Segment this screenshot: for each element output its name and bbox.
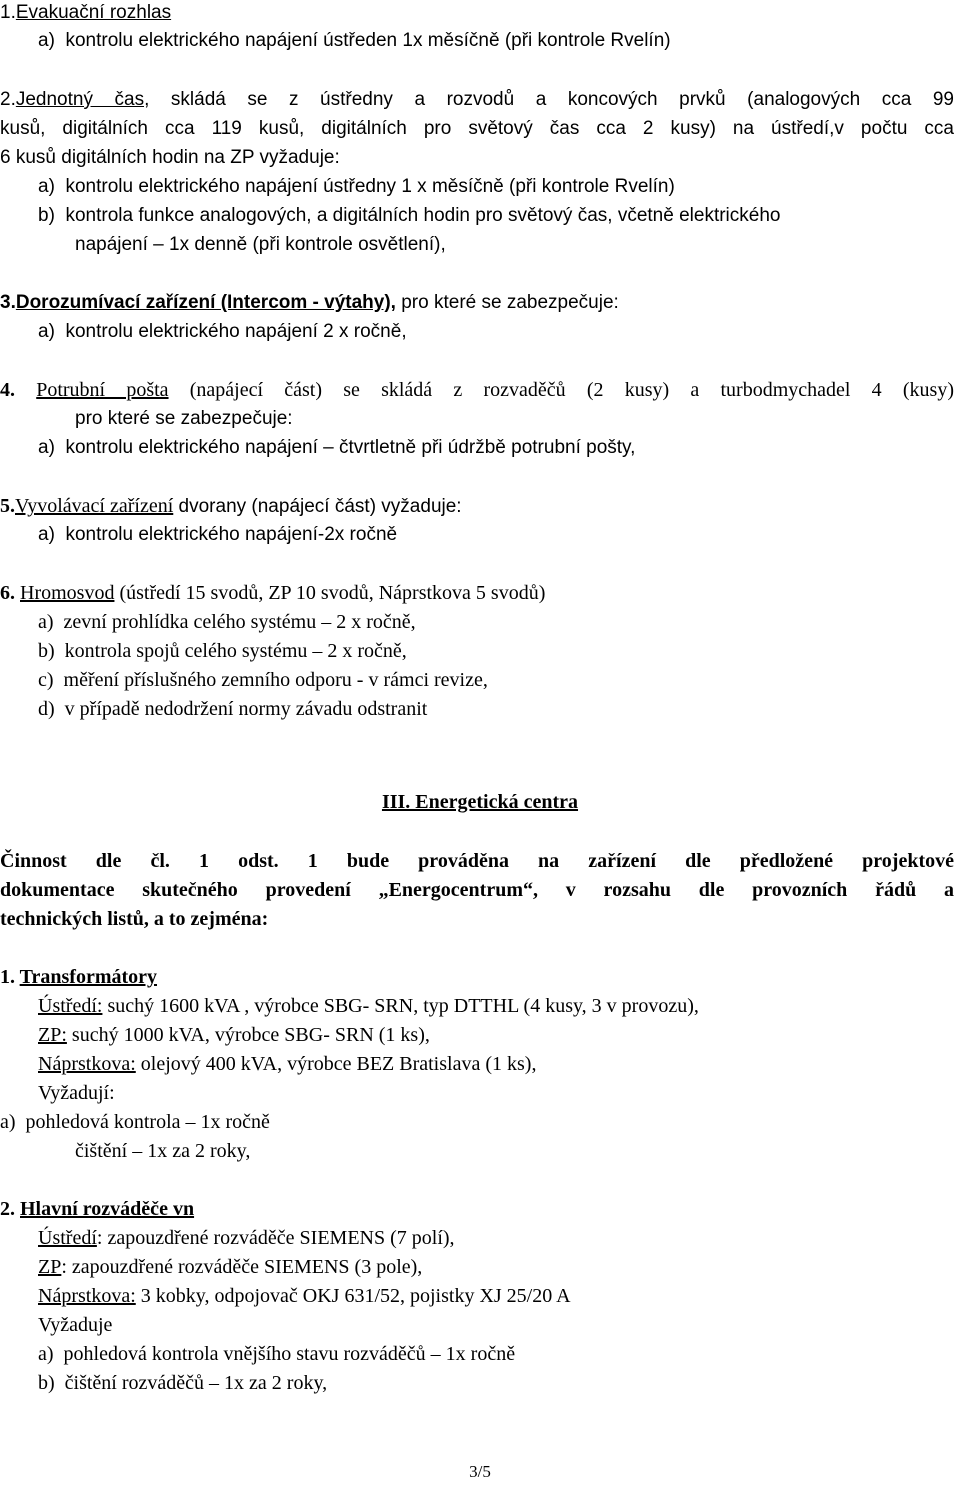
intro-line-1: Činnost dle čl. 1 odst. 1 bude prováděna na zařízení dle předložené projektové [0, 850, 954, 872]
item-1-row-2-label: ZP: [38, 1024, 67, 1046]
section-1-item-a: a) kontrolu elektrického napájení ústředen 1x měsíčně (při kontrole Rvelín) [38, 30, 671, 51]
section-6-title: Hromosvod [20, 582, 115, 604]
section-5-heading [0, 494, 462, 519]
section-2-line-3: 6 kusů digitálních hodin na ZP vyžaduje: [0, 147, 340, 168]
item-1-row-1 [38, 994, 699, 1018]
item-2-row-2 [38, 1255, 422, 1279]
section-1-title: Evakuační rozhlas [15, 2, 172, 23]
section-4-text: (napájecí část) se skládá z rozvaděčů (2 kusy) a turbodmychadel 4 (kusy) [168, 379, 954, 401]
item-1-row-1-text: suchý 1600 kVA , výrobce SBG- SRN, typ DTTHL (4 kusy, 3 v provozu), [102, 995, 699, 1017]
section-4-item-a: a) kontrolu elektrického napájení – čtvrtletně při údržbě potrubní pošty, [38, 437, 636, 458]
item-1-number: 1. [0, 966, 15, 988]
item-2-req-b: b) čištění rozváděčů – 1x za 2 roky, [38, 1372, 328, 1394]
item-1-row-2-text: suchý 1000 kVA, výrobce SBG- SRN (1 ks), [66, 1024, 430, 1046]
item-2-row-3-text: 3 kobky, odpojovač OKJ 631/52, pojistky XJ 25/20 A [135, 1285, 571, 1307]
item-1-row-3-label: Náprstkova: [38, 1053, 136, 1075]
item-2-row-1-label: Ústředí [38, 1227, 97, 1249]
page-number: 3/5 [469, 1462, 491, 1481]
section-1-heading [0, 0, 171, 25]
section-6-item-d: d) v případě nedodržení normy závadu odstranit [38, 698, 428, 720]
item-2-title: Hlavní rozváděče vn [20, 1198, 195, 1220]
section-5-item-a: a) kontrolu elektrického napájení-2x ročně [38, 524, 398, 545]
intro-line-3: technických listů, a to zejména: [0, 908, 269, 930]
section-6-number: 6. [0, 582, 15, 604]
section-4-line-1 [0, 378, 954, 402]
item-2-row-3-label: Náprstkova: [38, 1285, 136, 1307]
section-2-title: Jednotný čas, [15, 89, 150, 110]
item-1-req-a-cont: čištění – 1x za 2 roky, [75, 1140, 251, 1162]
chapter-heading [0, 790, 960, 814]
item-1-req-a: a) pohledová kontrola – 1x ročně [0, 1111, 270, 1133]
section-3-title: Dorozumívací zařízení (Intercom - výtahy), [15, 292, 396, 313]
section-5-text: dvorany (napájecí část) vyžaduje: [173, 496, 462, 517]
item-2-row-2-label: ZP [38, 1256, 62, 1278]
section-1-number: 1. [0, 2, 16, 23]
item-1-heading [0, 965, 157, 989]
item-2-req-a: a) pohledová kontrola vnějšího stavu rozváděčů – 1x ročně [38, 1343, 516, 1365]
section-2-line-2: kusů, digitálních cca 119 kusů, digitálních pro světový čas cca 2 kusy) na ústředí,v počtu cca [0, 118, 954, 139]
item-2-row-1 [38, 1226, 455, 1250]
item-2-row-1-text: : zapouzdřené rozváděče SIEMENS (7 polí), [96, 1227, 455, 1249]
section-6-item-a: a) zevní prohlídka celého systému – 2 x ročně, [38, 611, 416, 633]
item-1-row-3 [38, 1052, 536, 1076]
section-2-item-b: b) kontrola funkce analogových, a digitálních hodin pro světový čas, včetně elektrického [38, 205, 781, 226]
section-4-line-2: pro které se zabezpečuje: [75, 408, 293, 429]
section-4-number: 4. [0, 379, 15, 401]
section-2-line-1 [0, 88, 954, 112]
section-6-item-c: c) měření příslušného zemního odporu - v rámci revize, [38, 669, 488, 691]
section-3-item-a: a) kontrolu elektrického napájení 2 x ročně, [38, 321, 407, 342]
item-1-row-3-text: olejový 400 kVA, výrobce BEZ Bratislava (1 ks), [135, 1053, 537, 1075]
section-6-text: (ústředí 15 svodů, ZP 10 svodů, Náprstkova 5 svodů) [114, 582, 546, 604]
item-2-row-3 [38, 1284, 571, 1308]
section-4-title: Potrubní pošta [36, 379, 169, 401]
item-1-row-2 [38, 1023, 430, 1047]
item-1-requirements: Vyžadují: [38, 1082, 115, 1104]
section-5-title: Vyvolávací zařízení [15, 495, 174, 517]
section-5-number: 5. [0, 495, 15, 517]
section-3-number: 3. [0, 292, 16, 313]
section-2-item-a: a) kontrolu elektrického napájení ústředny 1 x měsíčně (při kontrole Rvelín) [38, 176, 675, 197]
section-6-item-b: b) kontrola spojů celého systému – 2 x ročně, [38, 640, 407, 662]
item-2-requirements: Vyžaduje [38, 1314, 113, 1336]
section-2-text: skládá se z ústředny a rozvodů a koncových prvků (analogových cca 99 [149, 89, 954, 110]
section-2-item-b-cont: napájení – 1x denně (při kontrole osvětlení), [75, 234, 446, 255]
item-2-row-2-text: : zapouzdřené rozváděče SIEMENS (3 pole), [61, 1256, 423, 1278]
item-2-heading [0, 1197, 194, 1221]
section-3-text: pro které se zabezpečuje: [395, 292, 619, 313]
intro-line-2: dokumentace skutečného provedení „Energocentrum“, v rozsahu dle provozních řádů a [0, 879, 954, 901]
section-6-heading [0, 581, 545, 605]
section-3-heading [0, 291, 619, 315]
item-1-title: Transformátory [19, 966, 158, 988]
section-2-number: 2. [0, 89, 16, 110]
item-2-number: 2. [0, 1198, 15, 1220]
chapter-heading-text: III. Energetická centra [381, 791, 579, 813]
item-1-row-1-label: Ústředí: [38, 995, 103, 1017]
